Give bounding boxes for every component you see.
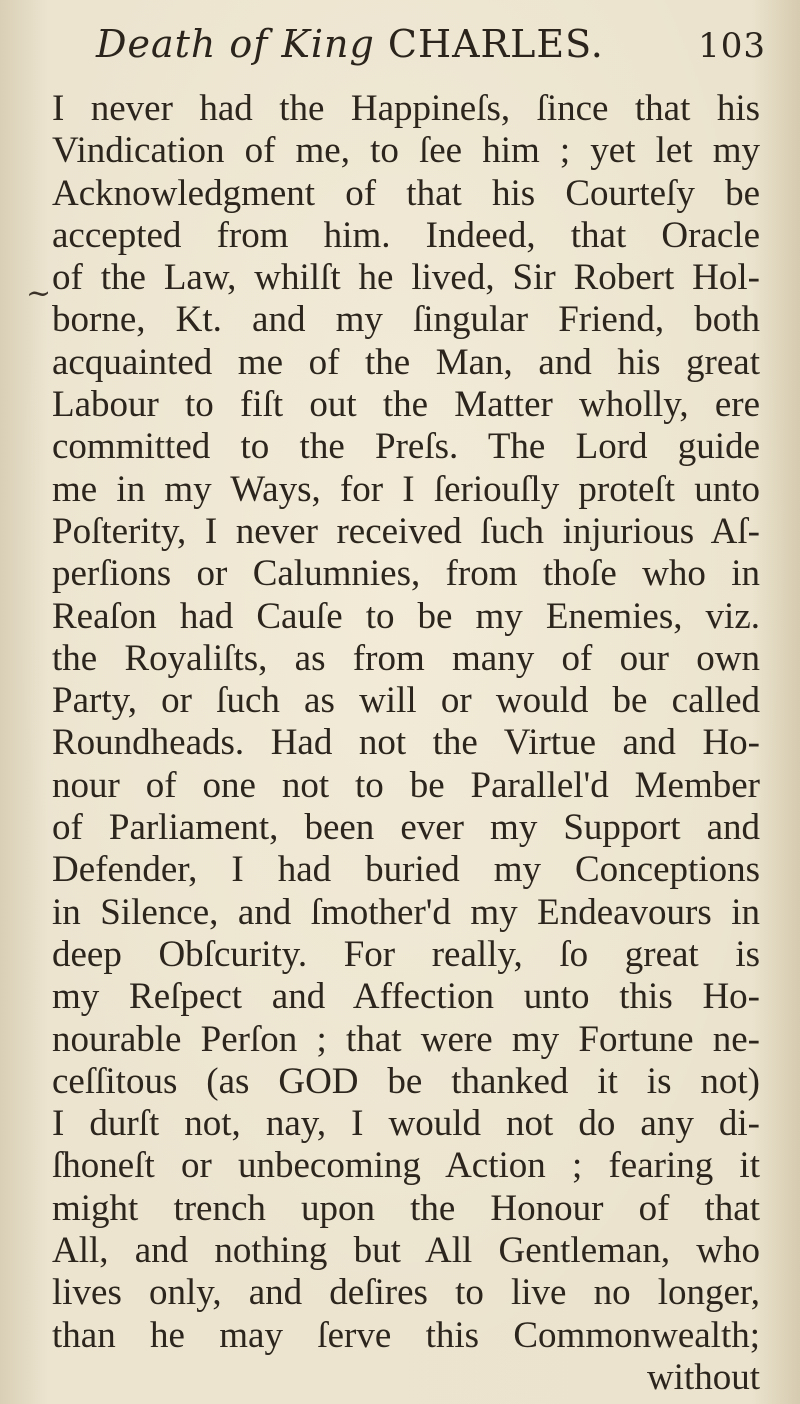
text-line: of the Law, whilſt he lived, Sir Robert Hol- [52, 257, 760, 299]
text-line: my Reſpect and Affection unto this Ho- [52, 976, 760, 1018]
text-line: lives only, and deſires to live no longer, [52, 1272, 760, 1314]
text-line: in Silence, and ſmother'd my Endeavours in [52, 891, 760, 933]
text-line: might trench upon the Honour of that [52, 1187, 760, 1229]
body-text [52, 88, 760, 1399]
text-line: borne, Kt. and my ſingular Friend, both [52, 299, 760, 341]
text-line: accepted from him. Indeed, that Oracle [52, 214, 760, 256]
page-number: 103 [698, 26, 766, 66]
text-line: Acknowledgment of that his Courteſy be [52, 172, 760, 214]
text-line: Vindication of me, to ſee him ; yet let my [52, 130, 760, 172]
text-line: I never had the Happineſs, ſince that his [52, 88, 760, 129]
running-title-caps: CHARLES. [387, 22, 604, 66]
running-title [96, 22, 604, 66]
text-line: ſhoneſt or unbecoming Action ; fearing it [52, 1145, 760, 1187]
text-line: I durſt not, nay, I would not do any di- [52, 1103, 760, 1145]
text-line: All, and nothing but All Gentleman, who [52, 1230, 760, 1272]
text-line: the Royaliſts, as from many of our own [52, 637, 760, 679]
text-line: nourable Perſon ; that were my Fortune ne- [52, 1018, 760, 1060]
text-line: than he may ſerve this Commonwealth; [52, 1314, 760, 1356]
text-line: ceſſitous (as GOD be thanked it is not) [52, 1060, 760, 1102]
text-line: Roundheads. Had not the Virtue and Ho- [52, 722, 760, 764]
text-line: Defender, I had buried my Conceptions [52, 849, 760, 891]
catchword: without [646, 1356, 760, 1398]
running-title-italic: Death of King [96, 22, 375, 66]
running-head [96, 18, 766, 76]
text-line: of Parliament, been ever my Support and [52, 807, 760, 849]
text-line: perſions or Calumnies, from thoſe who in [52, 553, 760, 595]
text-line: nour of one not to be Parallel'd Member [52, 764, 760, 806]
text-line: Party, or ſuch as will or would be called [52, 680, 760, 722]
text-line: me in my Ways, for I ſeriouſly proteſt unto [52, 468, 760, 510]
text-line: acquainted me of the Man, and his great [52, 341, 760, 383]
text-line: Poſterity, I never received ſuch injurious Aſ- [52, 510, 760, 552]
text-line: Reaſon had Cauſe to be my Enemies, viz. [52, 595, 760, 637]
text-line: Labour to fiſt out the Matter wholly, ere [52, 384, 760, 426]
margin-mark: ~ [26, 276, 52, 311]
text-line: committed to the Preſs. The Lord guide [52, 426, 760, 468]
text-line: deep Obſcurity. For really, ſo great is [52, 933, 760, 975]
